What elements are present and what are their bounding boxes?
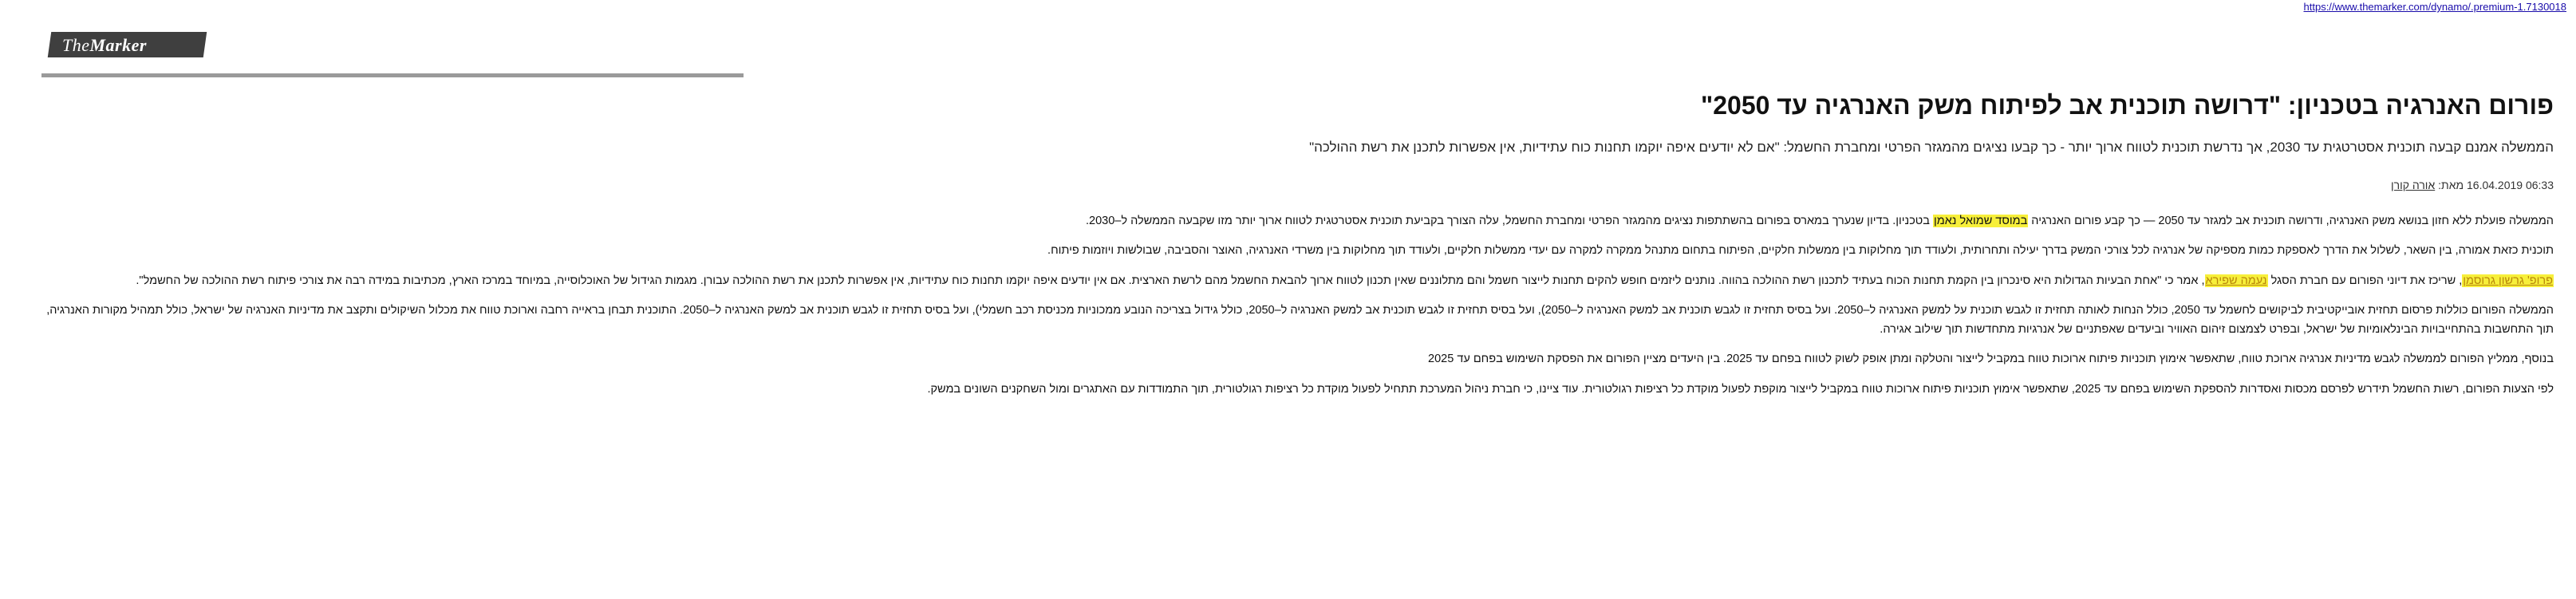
masthead-divider [41,73,744,77]
article-paragraph [41,380,2554,399]
paragraph-text: בנוסף, ממליץ הפורום לממשלה לגבש מדיניות אנרגיה ארוכת טווח, שתאפשר אימוץ תוכניות פיתוח ארוכות טווח במקביל לייצור והטלקה ומתן אופק לשוק לטווח בפחם עד 2025. בין היעדים מציין הפורום את הפסקת השימוש בפחם עד 2025 [1428,353,2554,366]
site-masthead[interactable] [41,32,225,62]
highlighted-link[interactable]: נעמה שפירא [2205,274,2267,287]
article-body [41,212,2554,399]
article-container [41,89,2554,410]
browser-url-bar [0,0,2576,16]
logo-the: The [62,35,90,55]
paragraph-text: הממשלה הפורום כוללות פרסום תחזית אובייקטיבית לביקושים לחשמל עד 2050, כולל הנחות לאותה תחזית זו לגבש תוכנית על למשק האנרגיה ל–2050. ועל בסיס תחזית זו לגבש תוכנית אב למשק האנרגיה ל–2050), ועל בסיס תחזית זו לגבש תוכנית אב למשק האנרגיה ל–2050, כולל גידול בצריכה הנובע ממכוניות מכניסת רכב חשמלי), ועל בסיס תחזית זו לגבש תוכנית אב למשק האנרגיה ל–2050. התוכנית תבחן בראייה רחבה וארוכת טווח את מכלול השיקולים ותקצב את מדיניות האנרגיה של ישראל, כולל תמהיל מקורות האנרגיה, תוך התחשבות בהתחייבויות הבינלאומיות של ישראל, ובפרט לצמצום זיהום האוויר וביעדים שאפתניים של אנרגיות מתחדשות תוך שילוב אגירה. [46,304,2554,336]
article-standfirst: הממשלה אמנם קבעה תוכנית אסטרטגית עד 2030, אך נדרשת תוכנית לטווח ארוך יותר - כך קבעו נציגים מהמגזר הפרטי ומחברת החשמל: "אם לא יודעים איפה יוקמו תחנות כוח עתידיות, אין אפשרות לתכנן את רשת ההולכה" [1309,139,2554,155]
article-paragraph [41,272,2554,290]
byline-prefix: מאת: [2438,178,2464,191]
site-logo-text [62,35,147,56]
article-paragraph [41,212,2554,231]
paragraph-text: , אמר כי "אחת הבעיות הגדולות היא סינכרון בין הקמת תחנות הכוח בעתיד לתכנון רשת ההולכה בהווה. נותנים ליזמים חופש להקים תחנות לייצור חשמל והם מתלוננים שאין תכנון לטווח ארוך להבאת החשמל מהם לרשת הארצית. אם אין יודעים איפה יוקמו תחנות כוח עתידיות, אין אפשרות לתכנן את רשת ההולכה עבורן. מגמות הגידול של האוכלוסייה, במיוחד במרכז הארץ, מכתיבות במידה רבה את צורכי פיתוח רשת ההולכה של החשמל". [136,274,2205,287]
article-paragraph [41,301,2554,339]
paragraph-text: , שריכז את דיוני הפורום עם חברת הסגל [2267,274,2463,287]
paragraph-text: הממשלה פועלת ללא חזון בנושא משק האנרגיה, ודרושה תוכנית אב למגזר עד 2050 — כך קבע פורום האנרגיה [2028,214,2554,227]
article-byline [41,179,2554,191]
article-paragraph [41,350,2554,368]
article-timestamp: 16.04.2019 06:33 [2467,178,2554,191]
article-paragraph [41,242,2554,260]
article-author-link[interactable]: אורה קורן [2390,178,2436,191]
highlighted-text: במוסד שמואל נאמן [1933,214,2028,227]
page-url-link[interactable]: https://www.themarker.com/dynamo/.premium-1.7130018 [2303,1,2566,13]
paragraph-text: לפי הצעות הפורום, רשות החשמל תידרש לפרסם מכסות ואסדרות להספקת השימוש בפחם עד 2025, שתאפשר אימוץ תוכניות פיתוח ארוכות טווח במקביל לייצור מוקפת לפעול מוקדת כל רציפות רגולטורית. עוד ציינו, כי חברת ניהול המערכת תתחיל לפעול מוקדת כל רציפות רגולטורית, תוך התמודדות עם האתגרים ומול השחקנים השונים במשק. [927,382,2554,396]
paragraph-text: תוכנית כזאת אמורה, בין השאר, לשלול את הדרך לאספקת כמות מספיקה של אנרגיה לכל צורכי המשק בדרך יעילה ותחרותית, ולעודד תוך מחלוקות בין ממשלות חלקיים, הפיתוח בתחום מתנהל ממקרה למקרה עם יעדי ממשלות חלקיים, ולעודד תוך מחלוקות בין משרדי האנרגיה, האוצר והסביבה, שבולשות ויוזמות פיתוח. [1047,244,2554,258]
highlighted-link[interactable]: פרופ' גרשון גרוסמן [2463,274,2553,287]
paragraph-text: בטכניון. בדיון שנערך במארס בפורום בהשתתפות נציגים מהמגזר הפרטי ומחברת החשמל, עלה הצורך בקביעת תוכנית אסטרטגית לטווח ארוך יותר מזו שקבעה הממשלה ל–2030. [1086,214,1933,227]
logo-marker: Marker [89,35,147,55]
article-headline: פורום האנרגיה בטכניון: "דרושה תוכנית אב לפיתוח משק האנרגיה עד 2050" [1701,91,2554,120]
